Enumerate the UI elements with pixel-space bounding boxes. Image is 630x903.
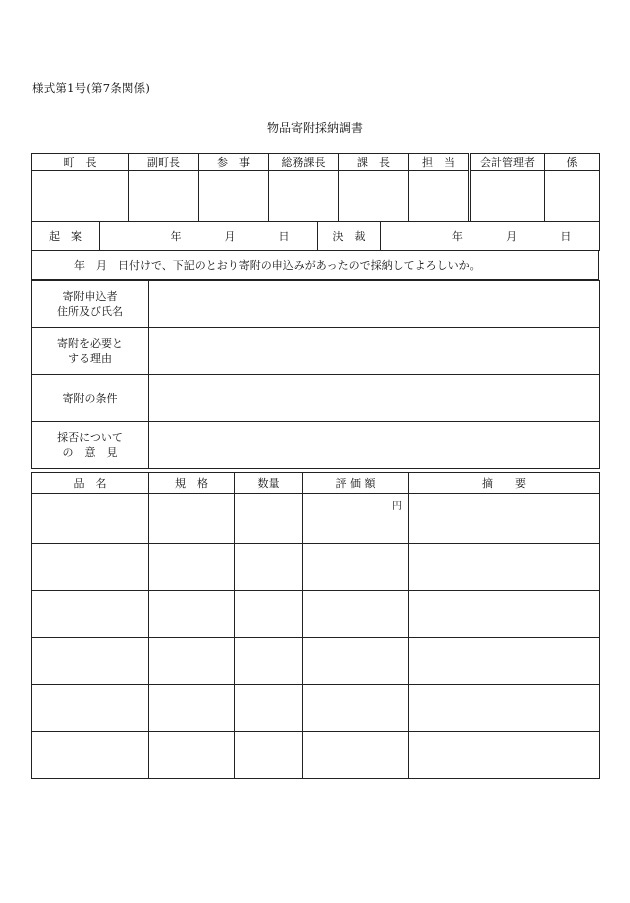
reason-label: 寄附を必要と する理由 (32, 328, 149, 375)
quantity-cell[interactable] (235, 685, 303, 732)
remarks-header: 摘 要 (409, 473, 600, 494)
approval-header-kaikei: 会計管理者 (470, 154, 545, 171)
spec-cell[interactable] (149, 544, 235, 591)
stamp-box[interactable] (269, 171, 339, 222)
quantity-header: 数量 (235, 473, 303, 494)
approval-header-chocho: 町 長 (32, 154, 129, 171)
item-row (32, 591, 600, 638)
approval-header-tanto: 担 当 (409, 154, 470, 171)
item-row (32, 544, 600, 591)
donor-field[interactable] (149, 281, 600, 328)
approval-header-kakari: 係 (545, 154, 600, 171)
approval-header-somukacho: 総務課長 (269, 154, 339, 171)
item-row (32, 732, 600, 779)
approval-header-row (32, 154, 600, 171)
donor-row (32, 281, 600, 328)
valuation-cell[interactable] (303, 732, 409, 779)
yen-unit: 円 (392, 501, 402, 512)
valuation-header: 評 価 額 (303, 473, 409, 494)
statement-text: 年 月 日付けで、下記のとおり寄附の申込みがあったので採納してよろしいか。 (32, 251, 599, 281)
valuation-cell[interactable] (303, 494, 409, 544)
quantity-cell[interactable] (235, 591, 303, 638)
quantity-cell[interactable] (235, 638, 303, 685)
stamp-box[interactable] (470, 171, 545, 222)
stamp-box[interactable] (199, 171, 269, 222)
approval-header-sanji: 参 事 (199, 154, 269, 171)
form-number-label: 様式第1号(第7条関係) (32, 81, 151, 95)
item-name-cell[interactable] (32, 494, 149, 544)
year-label: 年 (170, 230, 182, 243)
kessai-label: 決 裁 (318, 222, 381, 251)
donation-info-table (31, 280, 600, 469)
valuation-cell[interactable] (303, 638, 409, 685)
opinion-row (32, 422, 600, 469)
statement-table (31, 250, 599, 281)
approval-header-kacho: 課 長 (339, 154, 409, 171)
item-name-cell[interactable] (32, 638, 149, 685)
spec-cell[interactable] (149, 732, 235, 779)
opinion-label: 採否について の 意 見 (32, 422, 149, 469)
spec-cell[interactable] (149, 591, 235, 638)
day-label: 日 (560, 230, 572, 243)
kian-label: 起 案 (32, 222, 100, 251)
valuation-cell[interactable] (303, 591, 409, 638)
approval-table (31, 153, 600, 222)
document-title: 物品寄附採納調書 (266, 121, 363, 135)
valuation-cell[interactable] (303, 544, 409, 591)
donor-label: 寄附申込者 住所及び氏名 (32, 281, 149, 328)
remarks-cell[interactable] (409, 544, 600, 591)
spec-cell[interactable] (149, 685, 235, 732)
items-table (31, 472, 600, 779)
remarks-cell[interactable] (409, 685, 600, 732)
kian-date-field[interactable] (100, 222, 318, 251)
month-label: 月 (506, 230, 518, 243)
quantity-cell[interactable] (235, 544, 303, 591)
opinion-field[interactable] (149, 422, 600, 469)
stamp-box[interactable] (339, 171, 409, 222)
remarks-cell[interactable] (409, 494, 600, 544)
quantity-cell[interactable] (235, 494, 303, 544)
items-header-row (32, 473, 600, 494)
quantity-cell[interactable] (235, 732, 303, 779)
item-row (32, 638, 600, 685)
kessai-date-field[interactable] (381, 222, 600, 251)
conditions-field[interactable] (149, 375, 600, 422)
stamp-box[interactable] (409, 171, 470, 222)
month-label: 月 (224, 230, 236, 243)
stamp-box[interactable] (129, 171, 199, 222)
year-label: 年 (451, 230, 463, 243)
item-name-header: 品 名 (32, 473, 149, 494)
item-row (32, 685, 600, 732)
item-row (32, 494, 600, 544)
remarks-cell[interactable] (409, 591, 600, 638)
valuation-cell[interactable] (303, 685, 409, 732)
spec-header: 規 格 (149, 473, 235, 494)
item-name-cell[interactable] (32, 685, 149, 732)
day-label: 日 (278, 230, 290, 243)
remarks-cell[interactable] (409, 638, 600, 685)
spec-cell[interactable] (149, 638, 235, 685)
remarks-cell[interactable] (409, 732, 600, 779)
reason-field[interactable] (149, 328, 600, 375)
decision-date-table (31, 221, 600, 251)
item-name-cell[interactable] (32, 544, 149, 591)
stamp-box[interactable] (545, 171, 600, 222)
item-name-cell[interactable] (32, 591, 149, 638)
item-name-cell[interactable] (32, 732, 149, 779)
stamp-box[interactable] (32, 171, 129, 222)
reason-row (32, 328, 600, 375)
spec-cell[interactable] (149, 494, 235, 544)
approval-stamp-row (32, 171, 600, 222)
conditions-row (32, 375, 600, 422)
approval-header-fukuchocho: 副町長 (129, 154, 199, 171)
conditions-label: 寄附の条件 (32, 375, 149, 422)
